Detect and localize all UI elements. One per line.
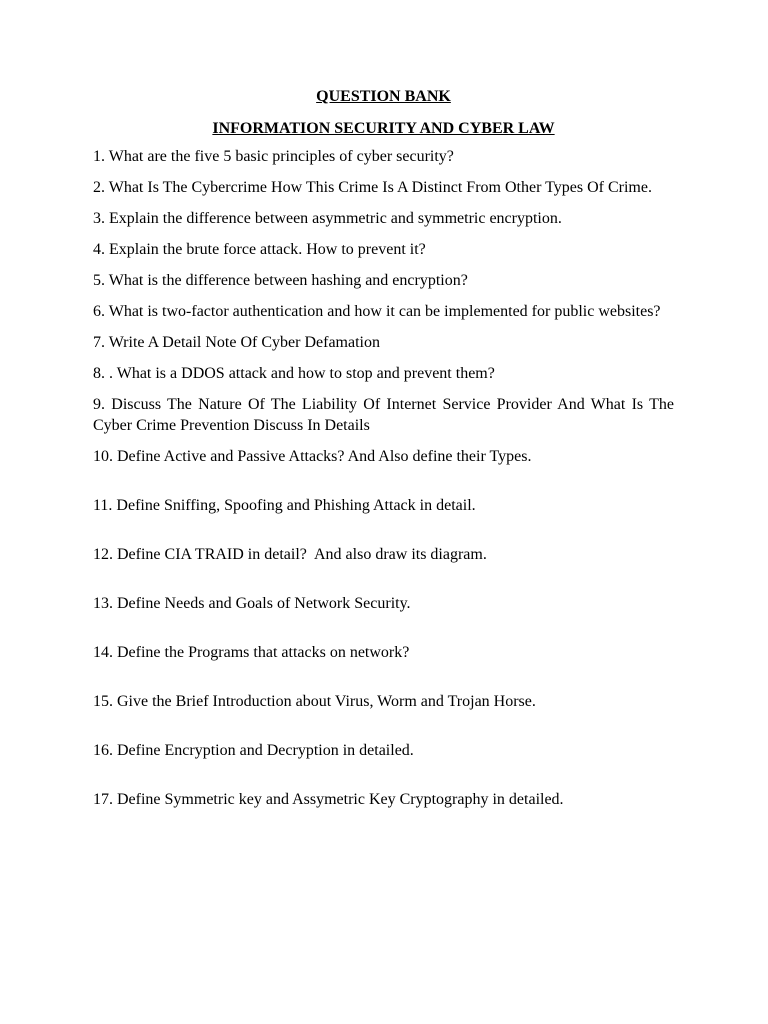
question-item: 14. Define the Programs that attacks on network?	[93, 644, 410, 661]
question-item: 11. Define Sniffing, Spoofing and Phishing Attack in detail.	[93, 497, 476, 514]
document-subtitle: INFORMATION SECURITY AND CYBER LAW	[212, 120, 555, 137]
question-item: 1. What are the five 5 basic principles of cyber security?	[93, 148, 454, 165]
question-item: 15. Give the Brief Introduction about Virus, Worm and Trojan Horse.	[93, 693, 536, 710]
question-item: 5. What is the difference between hashing and encryption?	[93, 272, 468, 289]
question-item: 16. Define Encryption and Decryption in detailed.	[93, 742, 414, 759]
question-item: 12. Define CIA TRAID in detail? And also draw its diagram.	[93, 546, 487, 563]
question-item: 10. Define Active and Passive Attacks? And Also define their Types.	[93, 448, 532, 465]
question-item: 9. Discuss The Nature Of The Liability Of Internet Service Provider And What Is The Cyber Crime Prevention Discuss In Details	[93, 396, 678, 434]
question-item: 2. What Is The Cybercrime How This Crime Is A Distinct From Other Types Of Crime.	[93, 179, 652, 196]
question-item: 3. Explain the difference between asymmetric and symmetric encryption.	[93, 210, 562, 227]
question-item: 6. What is two-factor authentication and how it can be implemented for public websites?	[93, 303, 661, 320]
question-item: 4. Explain the brute force attack. How to prevent it?	[93, 241, 426, 258]
document-body	[93, 86, 678, 820]
question-list	[93, 146, 678, 810]
document-title: QUESTION BANK	[316, 88, 451, 105]
question-item: 17. Define Symmetric key and Assymetric Key Cryptography in detailed.	[93, 791, 564, 808]
question-item: 13. Define Needs and Goals of Network Security.	[93, 595, 411, 612]
question-item: 8. . What is a DDOS attack and how to stop and prevent them?	[93, 365, 495, 382]
question-item: 7. Write A Detail Note Of Cyber Defamation	[93, 334, 380, 351]
